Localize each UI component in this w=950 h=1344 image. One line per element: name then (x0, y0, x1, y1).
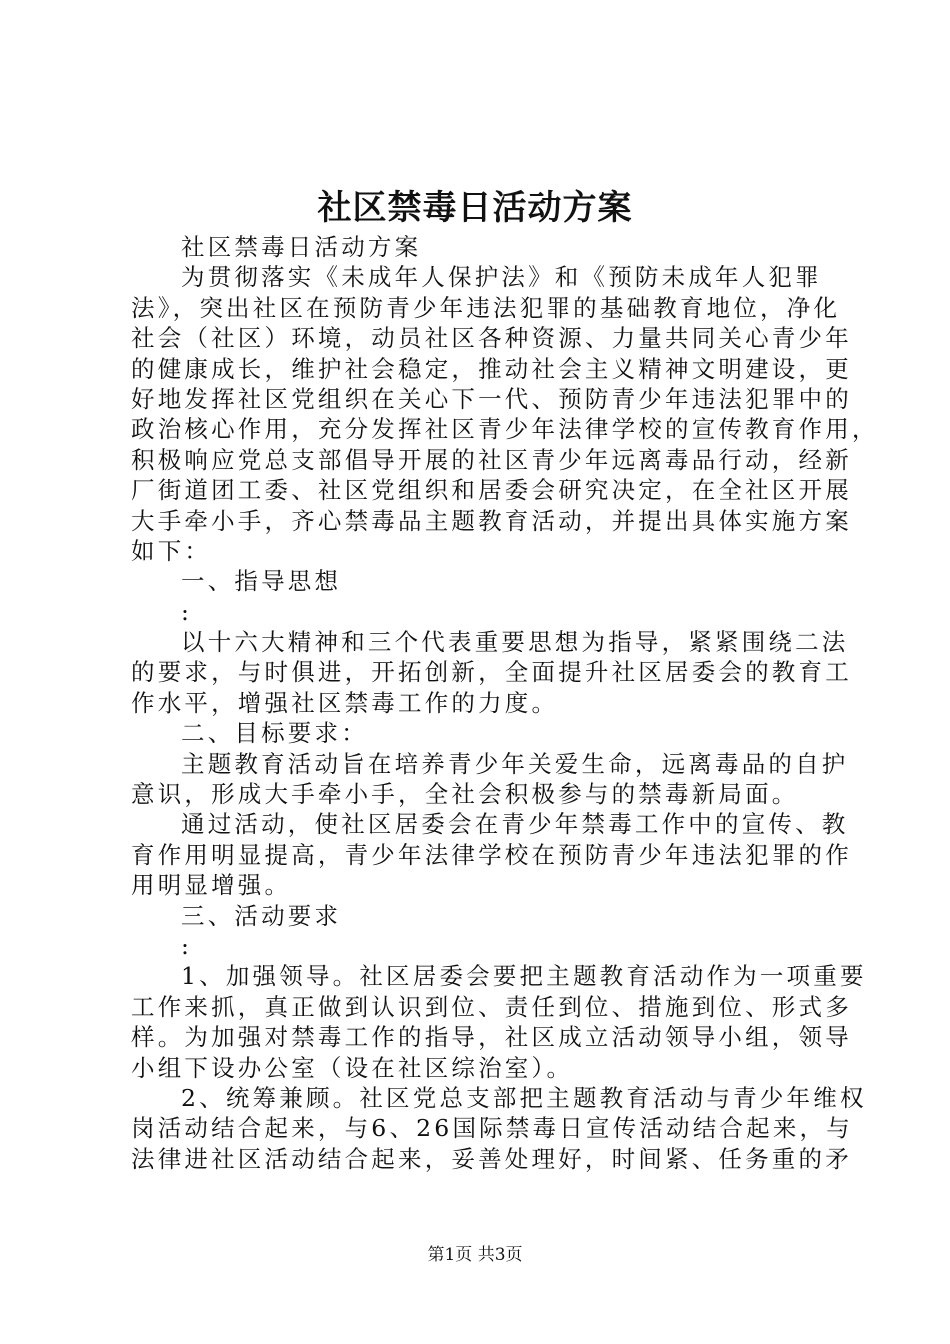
body-line: 厂街道团工委、社区党组织和居委会研究决定，在全社区开展 (131, 476, 852, 505)
body-line: 好地发挥社区党组织在关心下一代、预防青少年违法犯罪中的 (131, 384, 852, 413)
body-line: 为贯彻落实《未成年人保护法》和《预防未成年人犯罪 (181, 263, 822, 292)
body-line: 法》，突出社区在预防青少年违法犯罪的基础教育地位，净化 (131, 293, 841, 322)
body-line: 通过活动，使社区居委会在青少年禁毒工作中的宣传、教 (181, 810, 849, 839)
body-line: 作水平，增强社区禁毒工作的力度。 (131, 688, 559, 717)
body-line: 岗活动结合起来，与6、26国际禁毒日宣传活动结合起来，与 (131, 1114, 853, 1143)
body-line: 样。为加强对禁毒工作的指导，社区成立活动领导小组，领导 (131, 1023, 852, 1052)
body-line: 以十六大精神和三个代表重要思想为指导，紧紧围绕二法 (181, 628, 849, 657)
body-line: 主题教育活动旨在培养青少年关爱生命，远离毒品的自护 (181, 749, 849, 778)
page-footer: 第1页 共3页 (427, 1245, 523, 1265)
body-line: 小组下设办公室（设在社区综治室）。 (131, 1053, 574, 1082)
body-line: 工作来抓，真正做到认识到位、责任到位、措施到位、形式多 (131, 992, 852, 1021)
body-line: 二、目标要求： (181, 719, 368, 748)
body-line: : (181, 597, 193, 626)
body-line: 政治核心作用，充分发挥社区青少年法律学校的宣传教育作用， (131, 415, 879, 444)
body-line: 法律进社区活动结合起来，妥善处理好，时间紧、任务重的矛 (131, 1144, 852, 1173)
body-line: 的健康成长，维护社会稳定，推动社会主义精神文明建设，更 (131, 354, 852, 383)
body-line: 的要求，与时俱进，开拓创新，全面提升社区居委会的教育工 (131, 658, 852, 687)
body-line: 大手牵小手，齐心禁毒品主题教育活动，并提出具体实施方案 (131, 506, 852, 535)
body-line: 意识，形成大手牵小手，全社会积极参与的禁毒新局面。 (131, 780, 799, 809)
body-line: 用明显增强。 (131, 871, 292, 900)
document-body (131, 232, 879, 1174)
body-line: 社会（社区）环境，动员社区各种资源、力量共同关心青少年 (131, 324, 852, 353)
body-line: 积极响应党总支部倡导开展的社区青少年远离毒品行动，经新 (131, 445, 852, 474)
body-line: 社区禁毒日活动方案 (181, 233, 422, 261)
body-line: 育作用明显提高，青少年法律学校在预防青少年违法犯罪的作 (131, 840, 852, 869)
body-line: 2、统筹兼顾。社区党总支部把主题教育活动与青少年维权 (181, 1083, 867, 1112)
body-line: 三、活动要求 (181, 901, 342, 930)
body-line: 一、指导思想 (181, 567, 342, 596)
body-line: 如下： (131, 536, 212, 565)
body-line: : (181, 931, 193, 960)
body-line: 1、加强领导。社区居委会要把主题教育活动作为一项重要 (181, 962, 867, 991)
document-title: 社区禁毒日活动方案 (317, 188, 633, 228)
